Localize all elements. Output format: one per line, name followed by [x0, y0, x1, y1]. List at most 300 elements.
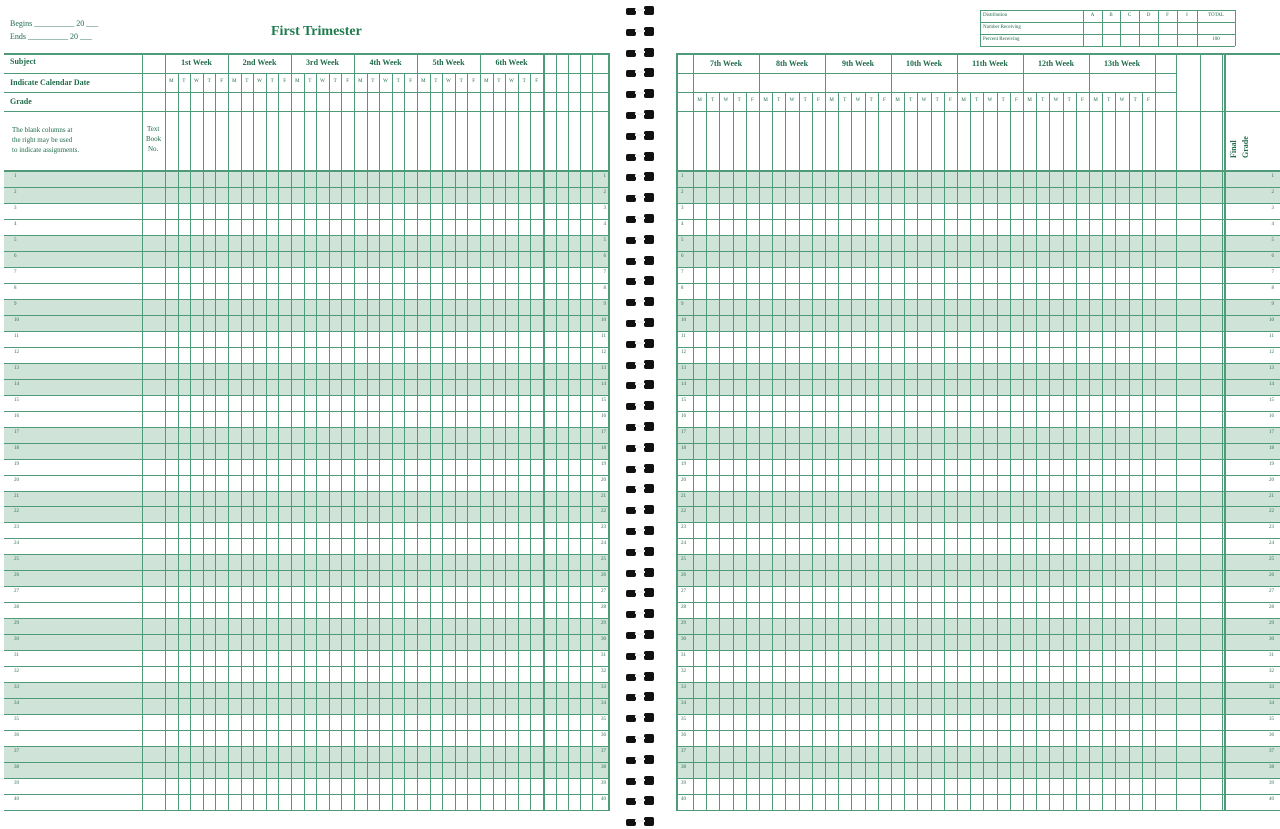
row-number-left: 36 — [681, 733, 686, 739]
row-rule — [4, 634, 610, 635]
shaded-row — [676, 746, 1280, 762]
shaded-row — [4, 187, 610, 203]
row-number-right: 32 — [601, 669, 606, 675]
shaded-row — [676, 698, 1280, 714]
row-number-left: 38 — [681, 765, 686, 771]
day-rule — [278, 73, 279, 810]
row-number-right: 10 — [1269, 317, 1274, 323]
row-number-left: 36 — [14, 733, 19, 739]
week-rule — [1089, 53, 1090, 810]
row-number-right: 27 — [601, 589, 606, 595]
coil-right — [644, 276, 654, 285]
row-number-left: 37 — [14, 749, 19, 755]
day-label: T — [1041, 98, 1045, 103]
day-rule — [1115, 92, 1116, 810]
day-label: T — [1067, 98, 1071, 103]
shaded-row — [4, 171, 610, 187]
row-rule — [676, 491, 1280, 492]
row-number-left: 13 — [681, 365, 686, 371]
spiral-coil — [626, 484, 654, 494]
row-number-left: 38 — [14, 765, 19, 771]
week-rule — [543, 53, 544, 810]
day-label: M — [358, 79, 363, 84]
calendar-date-label: Indicate Calendar Date — [10, 78, 90, 87]
day-label: M — [421, 79, 426, 84]
coil-wire — [635, 446, 645, 448]
row-rule — [676, 666, 1280, 667]
row-rule — [676, 315, 1280, 316]
spiral-coil — [626, 68, 654, 78]
row-rule — [676, 730, 1280, 731]
row-number-right: 7 — [603, 269, 606, 275]
coil-right — [644, 796, 654, 805]
coil-right — [644, 443, 654, 452]
day-rule — [442, 73, 443, 810]
coil-wire — [635, 737, 645, 739]
day-label: W — [320, 79, 325, 84]
day-rule — [392, 73, 393, 810]
row-rule — [4, 810, 610, 811]
row-number-right: 17 — [601, 429, 606, 435]
day-rule — [944, 92, 945, 810]
row-number-left: 39 — [681, 781, 686, 787]
row-number-right: 24 — [1269, 541, 1274, 547]
distribution-grade-header: A — [1090, 13, 1095, 18]
day-rule — [1129, 92, 1130, 810]
coil-right — [644, 734, 654, 743]
row-number-left: 34 — [14, 701, 19, 707]
shaded-row — [4, 698, 610, 714]
day-rule — [838, 92, 839, 810]
blank-col-rule — [1200, 53, 1201, 810]
row-number-left: 10 — [681, 317, 686, 323]
begins-field[interactable]: Begins __________ 20 ___ — [10, 19, 99, 28]
day-label: W — [789, 98, 795, 103]
blank-col-rule — [1222, 53, 1223, 810]
week-header: 1st Week — [181, 58, 212, 67]
coil-right — [644, 630, 654, 639]
spiral-coil — [626, 568, 654, 578]
coil-right — [644, 152, 654, 161]
coil-wire — [635, 113, 645, 115]
shaded-row — [676, 251, 1280, 267]
row-number-left: 14 — [681, 381, 686, 387]
header-bottom-rule — [676, 170, 1280, 172]
row-number-left: 18 — [14, 445, 19, 451]
row-number-left: 8 — [14, 285, 17, 291]
row-number-right: 15 — [601, 397, 606, 403]
day-rule — [1036, 92, 1037, 810]
dist-col-rule — [1235, 10, 1236, 46]
row-number-left: 10 — [14, 317, 19, 323]
day-rule — [917, 92, 918, 810]
week-header: 4th Week — [369, 58, 402, 67]
day-label: F — [535, 79, 539, 84]
row-number-right: 1 — [603, 174, 606, 179]
day-label: T — [182, 79, 186, 84]
coil-wire — [635, 259, 645, 261]
shaded-row — [4, 618, 610, 634]
day-label: W — [194, 79, 199, 84]
coil-right — [644, 755, 654, 764]
row-number-left: 11 — [681, 333, 686, 339]
row-number-left: 24 — [14, 541, 19, 547]
row-number-right: 12 — [1269, 349, 1274, 355]
row-rule — [4, 283, 610, 284]
shaded-row — [4, 554, 610, 570]
coil-wire — [635, 820, 645, 822]
week-rule — [480, 53, 481, 810]
row-number-right: 20 — [1269, 477, 1274, 483]
final-grade-label-1: Final — [1229, 140, 1238, 158]
week-header: 7th Week — [709, 59, 743, 68]
row-rule — [676, 746, 1280, 747]
row-number-left: 35 — [14, 717, 19, 723]
row-number-right: 34 — [601, 701, 606, 707]
week-header: 10th Week — [905, 59, 943, 68]
shaded-row — [4, 427, 610, 443]
spiral-coil — [626, 6, 654, 16]
row-number-left: 21 — [681, 493, 686, 499]
day-label: F — [883, 98, 886, 103]
row-number-left: 30 — [14, 637, 19, 643]
day-rule — [505, 73, 506, 810]
day-label: M — [484, 79, 489, 84]
day-label: F — [1015, 98, 1018, 103]
day-rule — [746, 92, 747, 810]
day-label: T — [497, 79, 501, 84]
row-number-right: 18 — [1269, 445, 1274, 451]
spiral-binding — [618, 0, 662, 829]
week-rule — [891, 53, 892, 810]
shaded-row — [676, 634, 1280, 650]
row-rule — [676, 682, 1280, 683]
coil-right — [644, 505, 654, 514]
day-rule — [970, 92, 971, 810]
row-rule — [4, 459, 610, 460]
row-number-left: 33 — [14, 685, 19, 691]
row-number-right: 35 — [601, 717, 606, 723]
distribution-grade-header: C — [1127, 13, 1132, 18]
row-rule — [676, 554, 1280, 555]
row-number-right: 34 — [1269, 701, 1274, 707]
row-number-left: 18 — [681, 445, 686, 451]
row-rule — [4, 506, 610, 507]
shaded-row — [676, 443, 1280, 459]
row-number-right: 9 — [1271, 301, 1274, 307]
day-rule — [518, 73, 519, 810]
shaded-row — [676, 235, 1280, 251]
row-number-left: 5 — [681, 237, 684, 243]
row-number-right: 19 — [601, 461, 606, 467]
row-number-right: 39 — [601, 781, 606, 787]
spiral-coil — [626, 755, 654, 765]
day-label: W — [1119, 98, 1125, 103]
header-rule — [4, 92, 610, 93]
day-label: W — [987, 98, 993, 103]
day-label: T — [737, 98, 741, 103]
row-rule — [4, 746, 610, 747]
day-label: F — [346, 79, 350, 84]
header-top-rule — [676, 53, 1280, 55]
row-rule — [676, 570, 1280, 571]
coil-wire — [635, 383, 645, 385]
row-rule — [4, 602, 610, 603]
coil-right — [644, 68, 654, 77]
row-number-left: 25 — [681, 557, 686, 563]
header-rule — [676, 92, 1176, 93]
day-label: F — [1081, 98, 1084, 103]
row-number-left: 1 — [681, 174, 684, 179]
row-number-right: 32 — [1269, 669, 1274, 675]
shaded-row — [676, 506, 1280, 522]
spiral-coil — [626, 505, 654, 515]
day-rule — [733, 92, 734, 810]
week-rule — [228, 53, 229, 810]
row-number-left: 32 — [681, 669, 686, 675]
coil-wire — [635, 487, 645, 489]
row-rule — [676, 267, 1280, 268]
row-number-left: 31 — [681, 653, 686, 659]
coil-right — [644, 776, 654, 785]
row-number-left: 40 — [14, 797, 19, 803]
coil-wire — [635, 550, 645, 552]
coil-right — [644, 360, 654, 369]
row-number-left: 17 — [681, 429, 686, 435]
row-number-left: 12 — [14, 349, 19, 355]
coil-wire — [635, 508, 645, 510]
row-number-right: 27 — [1269, 589, 1274, 595]
row-rule — [4, 411, 610, 412]
spiral-coil — [626, 443, 654, 453]
row-number-left: 8 — [681, 285, 684, 291]
row-rule — [676, 618, 1280, 619]
day-rule — [530, 73, 531, 810]
row-rule — [4, 267, 610, 268]
row-rule — [4, 650, 610, 651]
row-number-right: 9 — [603, 301, 606, 307]
day-rule — [493, 73, 494, 810]
day-rule — [367, 73, 368, 810]
day-rule — [878, 92, 879, 810]
day-rule — [341, 73, 342, 810]
row-number-right: 3 — [603, 205, 606, 211]
spiral-coil — [626, 256, 654, 266]
row-number-right: 14 — [1269, 381, 1274, 387]
day-rule — [997, 92, 998, 810]
row-number-left: 24 — [681, 541, 686, 547]
row-number-left: 27 — [681, 589, 686, 595]
distribution-grade-header: TOTAL — [1208, 13, 1224, 18]
coil-wire — [635, 196, 645, 198]
day-label: T — [371, 79, 375, 84]
spiral-coil — [626, 339, 654, 349]
row-number-left: 3 — [14, 205, 17, 211]
row-number-right: 21 — [601, 493, 606, 499]
coil-right — [644, 27, 654, 36]
spiral-coil — [626, 131, 654, 141]
row-rule — [4, 698, 610, 699]
spiral-coil — [626, 796, 654, 806]
day-label: T — [434, 79, 438, 84]
row-number-right: 5 — [603, 237, 606, 243]
row-number-right: 36 — [1269, 733, 1274, 739]
row-number-left: 12 — [681, 349, 686, 355]
textbook-label-2: Book — [146, 135, 162, 143]
row-number-right: 16 — [1269, 413, 1274, 419]
coil-wire — [635, 321, 645, 323]
day-rule — [931, 92, 932, 810]
row-number-right: 29 — [601, 621, 606, 627]
spiral-coil — [626, 193, 654, 203]
row-number-left: 5 — [14, 237, 17, 243]
row-number-left: 15 — [14, 397, 19, 403]
shaded-row — [4, 251, 610, 267]
row-number-right: 37 — [1269, 749, 1274, 755]
number-col-rule — [693, 53, 694, 810]
row-rule — [676, 251, 1280, 252]
row-rule — [4, 714, 610, 715]
row-rule — [676, 762, 1280, 763]
day-label: F — [409, 79, 413, 84]
blank-col-rule — [568, 53, 569, 810]
coil-right — [644, 401, 654, 410]
row-number-right: 22 — [1269, 509, 1274, 515]
coil-wire — [635, 175, 645, 177]
row-number-right: 26 — [1269, 573, 1274, 579]
spiral-coil — [626, 651, 654, 661]
shaded-row — [676, 363, 1280, 379]
row-number-left: 6 — [14, 253, 17, 259]
day-rule — [329, 73, 330, 810]
distribution-grade-header: B — [1109, 13, 1113, 18]
day-rule — [178, 73, 179, 810]
day-rule — [1049, 92, 1050, 810]
row-rule — [676, 379, 1280, 380]
distribution-grade-header: I — [1186, 13, 1188, 18]
day-label: F — [220, 79, 224, 84]
coil-right — [644, 568, 654, 577]
row-number-right: 2 — [603, 189, 606, 195]
row-number-right: 36 — [601, 733, 606, 739]
coil-right — [644, 526, 654, 535]
row-number-right: 35 — [1269, 717, 1274, 723]
row-number-left: 27 — [14, 589, 19, 595]
row-number-left: 16 — [14, 413, 19, 419]
row-number-right: 8 — [1271, 285, 1274, 291]
day-rule — [203, 73, 204, 810]
coil-right — [644, 588, 654, 597]
row-rule — [676, 698, 1280, 699]
final-grade-rule — [1224, 53, 1226, 810]
row-number-left: 30 — [681, 637, 686, 643]
day-rule — [304, 73, 305, 810]
blank-col-rule — [1176, 53, 1177, 810]
day-label: T — [935, 98, 939, 103]
day-rule — [430, 73, 431, 810]
spiral-coil — [626, 27, 654, 37]
spiral-coil — [626, 297, 654, 307]
coil-wire — [635, 612, 645, 614]
coil-wire — [635, 654, 645, 656]
row-number-right: 28 — [601, 605, 606, 611]
day-label: W — [383, 79, 388, 84]
day-label: T — [522, 79, 526, 84]
coil-right — [644, 547, 654, 556]
row-number-right: 21 — [1269, 493, 1274, 499]
spiral-coil — [626, 734, 654, 744]
row-number-right: 5 — [1271, 237, 1274, 243]
row-number-left: 22 — [681, 509, 686, 515]
spiral-coil — [626, 817, 654, 827]
row-number-left: 37 — [681, 749, 686, 755]
day-rule — [719, 92, 720, 810]
coil-wire — [635, 404, 645, 406]
spiral-coil — [626, 172, 654, 182]
spiral-coil — [626, 630, 654, 640]
shaded-row — [676, 762, 1280, 778]
row-number-left: 2 — [681, 189, 684, 195]
row-number-right: 30 — [1269, 637, 1274, 643]
day-label: M — [232, 79, 237, 84]
day-label: T — [1001, 98, 1005, 103]
row-rule — [676, 443, 1280, 444]
header-rule — [4, 111, 610, 112]
shaded-row — [676, 299, 1280, 315]
shaded-row — [4, 363, 610, 379]
blank-col-rule — [556, 53, 557, 810]
row-number-right: 7 — [1271, 269, 1274, 275]
name-col-rule — [142, 53, 143, 810]
shaded-row — [676, 171, 1280, 187]
page-title: First Trimester — [271, 24, 362, 39]
row-rule — [676, 299, 1280, 300]
day-label: T — [1107, 98, 1111, 103]
ends-field[interactable]: Ends __________ 20 ___ — [10, 32, 92, 41]
day-label: T — [333, 79, 337, 84]
row-rule — [4, 762, 610, 763]
row-rule — [4, 682, 610, 683]
day-rule — [455, 73, 456, 810]
spiral-coil — [626, 276, 654, 286]
day-rule — [190, 73, 191, 810]
row-rule — [676, 506, 1280, 507]
shaded-row — [676, 682, 1280, 698]
day-label: M — [1027, 98, 1032, 103]
grade-label: Grade — [10, 97, 32, 106]
row-number-right: 29 — [1269, 621, 1274, 627]
coil-wire — [635, 529, 645, 531]
header-rule — [676, 111, 1280, 112]
week-header: 5th Week — [432, 58, 465, 67]
row-number-left: 2 — [14, 189, 17, 195]
shaded-row — [4, 506, 610, 522]
day-label: M — [829, 98, 834, 103]
spiral-coil — [626, 588, 654, 598]
distribution-row-label: Number Receiving — [983, 25, 1021, 30]
row-rule — [4, 618, 610, 619]
week-header: 8th Week — [775, 59, 809, 68]
day-rule — [1142, 92, 1143, 810]
day-label: W — [1053, 98, 1059, 103]
coil-wire — [635, 71, 645, 73]
week-header: 6th Week — [495, 58, 528, 67]
coil-wire — [635, 51, 645, 53]
coil-wire — [635, 695, 645, 697]
row-rule — [4, 778, 610, 779]
row-rule — [4, 491, 610, 492]
row-rule — [676, 187, 1280, 188]
